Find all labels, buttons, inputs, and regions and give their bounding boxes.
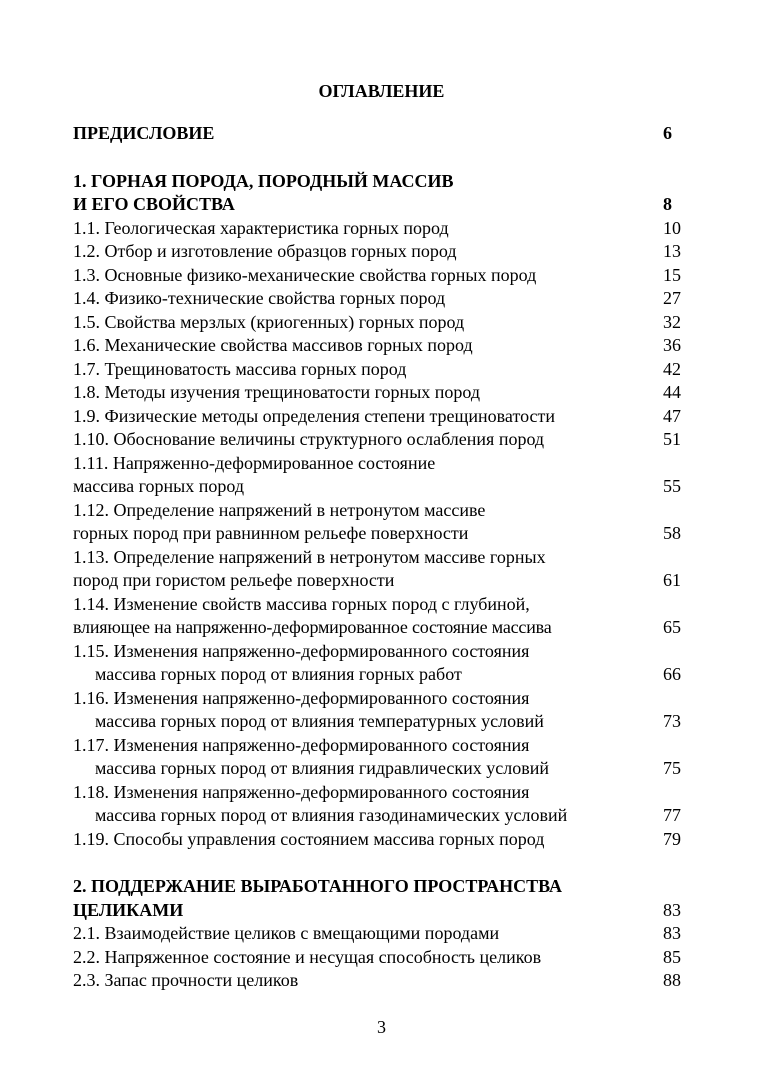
toc-entry-text: 1.5. Свойства мерзлых (криогенных) горных пород (73, 311, 465, 332)
toc-entry-multiline[interactable] (73, 734, 685, 781)
toc-entry-page: 58 (663, 523, 681, 543)
toc-entry-page: 85 (663, 946, 681, 967)
toc-entry[interactable] (73, 969, 685, 993)
chapter-heading-line1: 2. ПОДДЕРЖАНИЕ ВЫРАБОТАННОГО ПРОСТРАНСТВА (73, 876, 562, 896)
toc-entry-text: 1.16. Изменения напряженно-деформированного состояния (73, 687, 530, 708)
toc-entry-multiline[interactable] (73, 781, 685, 828)
toc-entry-text: влияющее на напряженно-деформированное состояние массива (73, 617, 552, 637)
toc-entry-multiline[interactable] (73, 546, 685, 593)
toc-entry[interactable] (73, 311, 685, 335)
toc-entry-text: 2.1. Взаимодействие целиков с вмещающими породами (73, 923, 500, 943)
table-of-contents (73, 122, 685, 993)
toc-entry-page: 42 (663, 358, 681, 379)
toc-entry-text: массива горных пород (73, 476, 245, 496)
toc-entry[interactable] (73, 287, 685, 311)
toc-entry-multiline[interactable] (73, 593, 685, 640)
toc-entry-text: пород при гористом рельефе поверхности (73, 570, 395, 590)
toc-entry-text: 1.19. Способы управления состоянием массива горных пород (73, 828, 545, 849)
toc-entry-text: 1.12. Определение напряжений в нетронутом массиве (73, 499, 486, 520)
toc-entry-page: 10 (663, 217, 681, 238)
toc-entry[interactable] (73, 381, 685, 405)
toc-entry-multiline[interactable] (73, 687, 685, 734)
toc-entry-page: 75 (663, 758, 681, 778)
toc-entry[interactable] (73, 946, 685, 970)
toc-entry-page: 13 (663, 241, 681, 261)
chapter-1-heading[interactable] (73, 170, 685, 217)
toc-entry-page: 83 (663, 923, 681, 943)
chapter-heading-line2: И ЕГО СВОЙСТВА (73, 194, 235, 214)
toc-entry-page: 44 (663, 382, 681, 402)
toc-entry-text: 1.9. Физические методы определения степени трещиноватости (73, 405, 556, 426)
toc-entry-text: 1.10. Обоснование величины структурного ослабления пород (73, 429, 545, 449)
toc-entry-text: 2.3. Запас прочности целиков (73, 970, 299, 990)
toc-entry-page: 51 (663, 429, 681, 449)
toc-entry-page: 8 (663, 194, 672, 214)
toc-entry-text: 2.2. Напряженное состояние и несущая способность целиков (73, 946, 542, 967)
toc-entry-text: 1.13. Определение напряжений в нетронутом массиве горных (73, 546, 546, 567)
toc-entry-text: 1.8. Методы изучения трещиноватости горных пород (73, 382, 481, 402)
toc-entry-page: 47 (663, 405, 681, 426)
toc-entry-page: 61 (663, 570, 681, 590)
chapter-heading-line1: 1. ГОРНАЯ ПОРОДА, ПОРОДНЫЙ МАССИВ (73, 170, 454, 191)
toc-entry-page: 79 (663, 828, 681, 849)
toc-entry-page: 15 (663, 264, 681, 285)
toc-entry-preface[interactable] (73, 122, 685, 146)
toc-entry-page: 32 (663, 311, 681, 332)
toc-entry[interactable] (73, 334, 685, 358)
toc-entry-multiline[interactable] (73, 640, 685, 687)
toc-entry-text: 1.1. Геологическая характеристика горных пород (73, 217, 449, 238)
toc-entry-page: 77 (663, 805, 681, 825)
toc-entry-multiline[interactable] (73, 452, 685, 499)
toc-entry-text: массива горных пород от влияния газодинамических условий (95, 805, 568, 825)
toc-entry[interactable] (73, 828, 685, 852)
toc-entry[interactable] (73, 240, 685, 264)
toc-entry-page: 83 (663, 899, 681, 920)
page-title: ОГЛАВЛЕНИЕ (318, 81, 445, 101)
toc-entry[interactable] (73, 358, 685, 382)
toc-entry-text: 1.18. Изменения напряженно-деформированного состояния (73, 781, 530, 802)
page-number: 3 (377, 1017, 386, 1037)
toc-entry[interactable] (73, 922, 685, 946)
toc-entry[interactable] (73, 264, 685, 288)
toc-entry-text: 1.2. Отбор и изготовление образцов горных пород (73, 241, 457, 261)
toc-entry-page: 88 (663, 970, 681, 990)
toc-entry-multiline[interactable] (73, 499, 685, 546)
toc-entry-page: 55 (663, 476, 681, 496)
toc-entry-text: 1.7. Трещиноватость массива горных пород (73, 358, 407, 379)
chapter-2-heading[interactable] (73, 875, 685, 922)
toc-entry-text: 1.3. Основные физико-механические свойства горных пород (73, 264, 537, 285)
toc-entry-text: горных пород при равнинном рельефе поверхности (73, 523, 469, 543)
toc-entry-page: 66 (663, 664, 681, 684)
toc-entry-page: 6 (663, 123, 672, 143)
toc-entry-text: 1.17. Изменения напряженно-деформированного состояния (73, 734, 530, 755)
toc-entry-page: 36 (663, 335, 681, 355)
toc-entry-text: 1.14. Изменение свойств массива горных пород с глубиной, (73, 593, 530, 614)
toc-entry-text: 1.15. Изменения напряженно-деформированного состояния (73, 640, 530, 661)
chapter-heading-line2: ЦЕЛИКАМИ (73, 899, 184, 920)
toc-entry[interactable] (73, 405, 685, 429)
toc-entry-text: массива горных пород от влияния горных работ (95, 664, 462, 684)
toc-entry[interactable] (73, 217, 685, 241)
toc-entry[interactable] (73, 428, 685, 452)
toc-entry-page: 73 (663, 711, 681, 731)
toc-entry-text: 1.6. Механические свойства массивов горных пород (73, 335, 473, 355)
toc-entry-text: массива горных пород от влияния гидравлических условий (95, 758, 550, 778)
toc-entry-text: 1.11. Напряженно-деформированное состояние (73, 452, 436, 473)
toc-entry-text: 1.4. Физико-технические свойства горных пород (73, 288, 446, 308)
toc-entry-text: массива горных пород от влияния температурных условий (95, 711, 544, 731)
toc-entry-page: 65 (663, 617, 681, 637)
toc-entry-text: ПРЕДИСЛОВИЕ (73, 123, 215, 143)
toc-entry-page: 27 (663, 288, 681, 308)
